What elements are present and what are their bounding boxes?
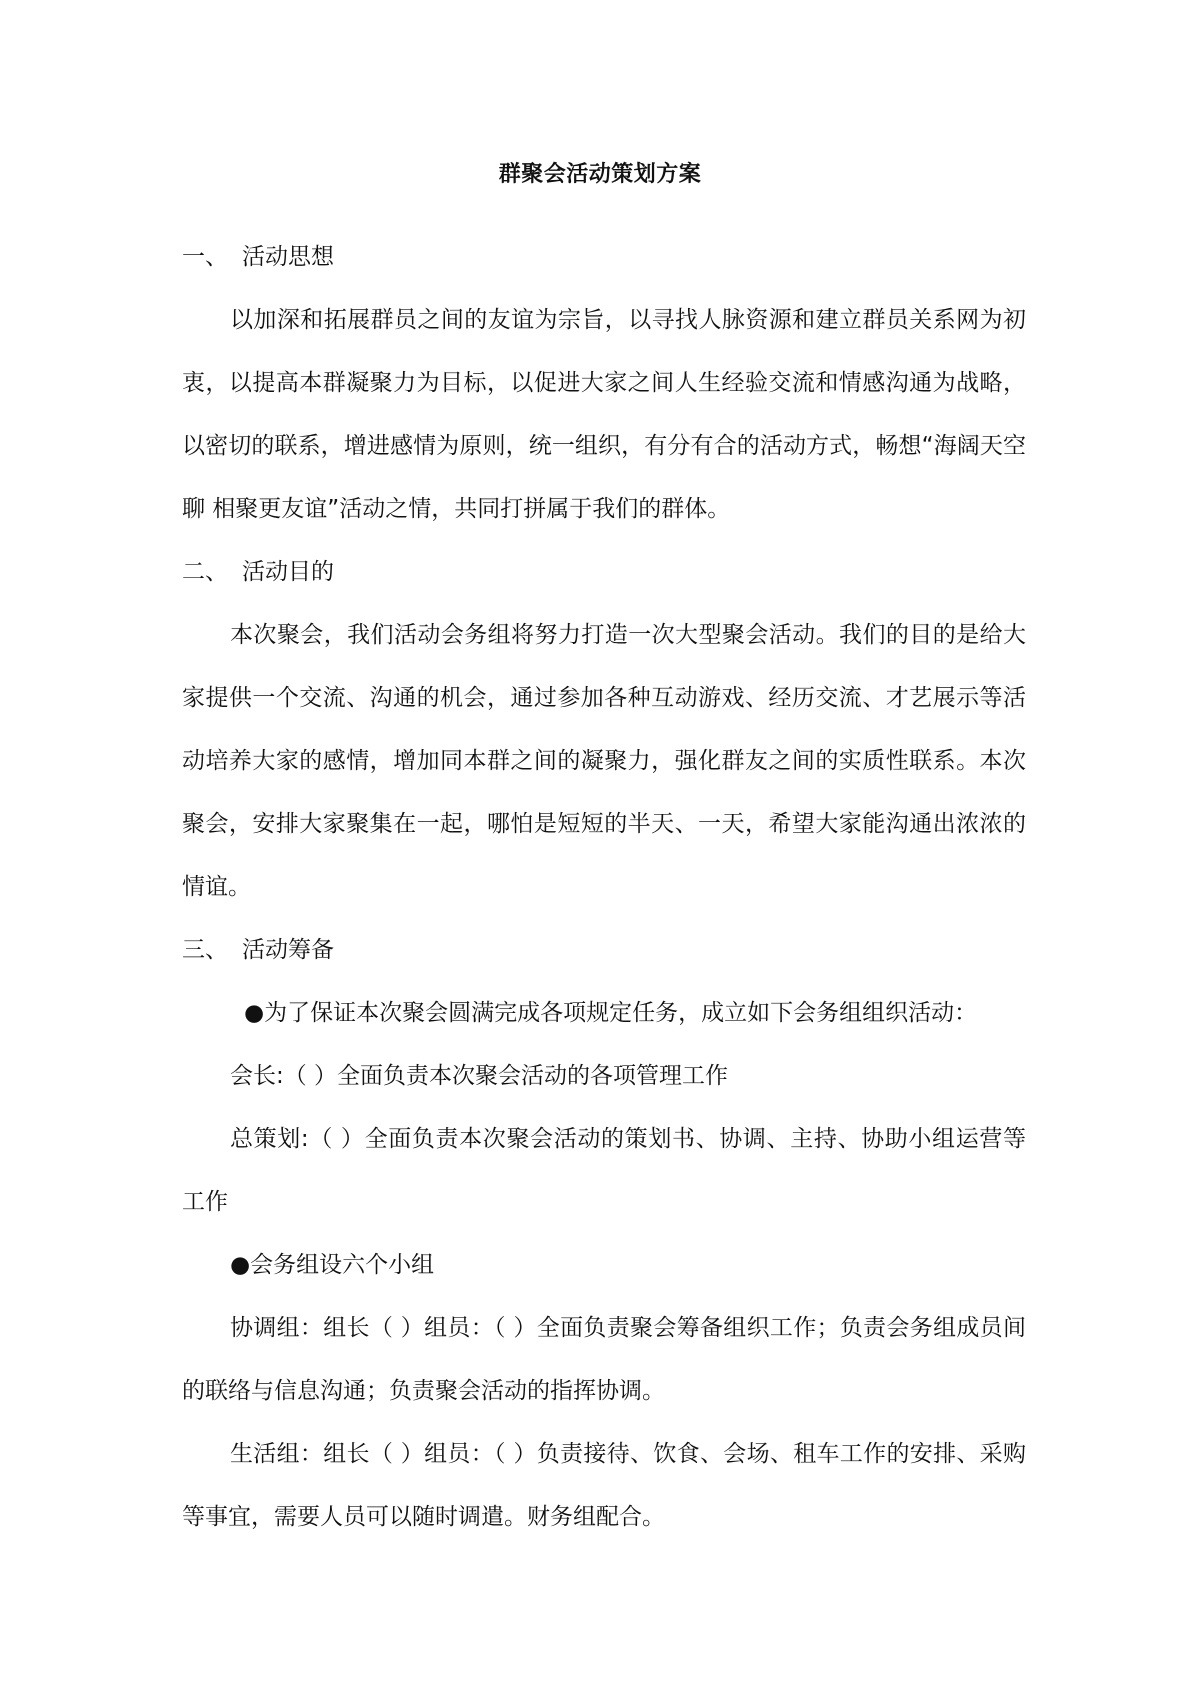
section-paragraph: 以加深和拓展群员之间的友谊为宗旨，以寻找人脉资源和建立群员关系网为初衷，以提高本群凝聚力为目标，以促进大家之间人生经验交流和情感沟通为战略，以密切的联系，增进感情为原则，统一组织，有分有合的活动方式，畅想“海阔天空聊 相聚更友谊”活动之情，共同打拼属于我们的群体。 — [182, 307, 1026, 522]
section-title: 活动思想 — [242, 244, 334, 270]
section-heading-3 — [182, 919, 1026, 982]
role-item: 总策划:（ ）全面负责本次聚会活动的策划书、协调、主持、协助小组运营等工作 — [182, 1126, 1026, 1215]
section-number: 一、 — [182, 244, 228, 270]
section-heading-1 — [182, 226, 1026, 289]
bullet-item: ●为了保证本次聚会圆满完成各项规定任务，成立如下会务组组织活动： — [244, 1000, 978, 1026]
section-title: 活动目的 — [242, 559, 334, 585]
bullet-item: ●会务组设六个小组 — [230, 1252, 435, 1278]
section-number: 三、 — [182, 937, 228, 963]
group-item: 协调组：组长（ ）组员：（ ）全面负责聚会筹备组织工作；负责会务组成员间的联络与信息沟通；负责聚会活动的指挥协调。 — [182, 1315, 1026, 1404]
document-body — [182, 226, 1026, 1549]
section-title: 活动筹备 — [242, 937, 334, 963]
role-item: 会长:（ ）全面负责本次聚会活动的各项管理工作 — [230, 1063, 729, 1089]
section-heading-2 — [182, 541, 1026, 604]
section-paragraph: 本次聚会，我们活动会务组将努力打造一次大型聚会活动。我们的目的是给大家提供一个交流、沟通的机会，通过参加各种互动游戏、经历交流、才艺展示等活动培养大家的感情，增加同本群之间的凝聚力，强化群友之间的实质性联系。本次聚会，安排大家聚集在一起，哪怕是短短的半天、一天，希望大家能沟通出浓浓的情谊。 — [182, 622, 1026, 900]
section-number: 二、 — [182, 559, 228, 585]
document-title: 群聚会活动策划方案 — [498, 162, 702, 187]
group-item: 生活组：组长（ ）组员：（ ）负责接待、饮食、会场、租车工作的安排、采购等事宜，需要人员可以随时调遣。财务组配合。 — [182, 1441, 1026, 1530]
